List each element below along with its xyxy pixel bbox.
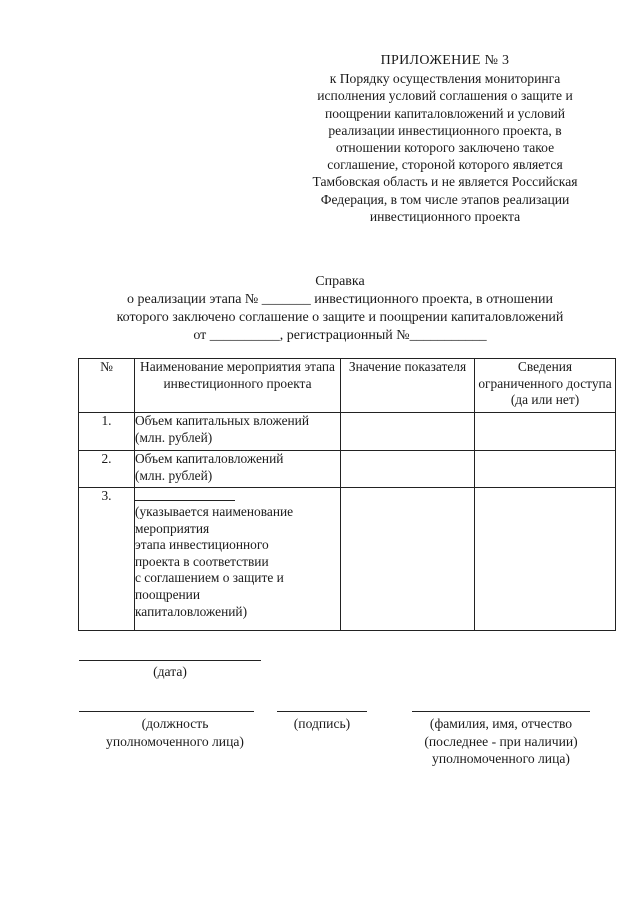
certificate-title: Справка — [315, 274, 365, 289]
date-caption — [100, 663, 240, 681]
signature-caption — [270, 715, 374, 733]
header-measure-name: Наименование мероприятия этапа инвестиционного проекта — [135, 359, 341, 413]
table-row — [79, 451, 616, 488]
measure-name-line: мероприятия — [135, 520, 210, 536]
annex-title: ПРИЛОЖЕНИЕ № 3 — [380, 53, 510, 68]
table-row — [79, 488, 616, 631]
table-row — [79, 413, 616, 451]
annex-line: соглашение, стороной которого является — [327, 157, 563, 173]
row-restricted-access-cell[interactable] — [475, 488, 616, 631]
full-name-label: (фамилия, имя, отчество — [429, 716, 573, 731]
annex-line: к Порядку осуществления мониторинга — [329, 71, 561, 87]
annex-line: реализации инвестиционного проекта, в — [328, 122, 562, 138]
certificate-subtitle-line: которого заключено соглашение о защите и поощрении капиталовложений — [116, 310, 564, 325]
measure-name-line: Объем капиталовложений — [135, 451, 284, 466]
annex-line: исполнения условий соглашения о защите и — [317, 88, 573, 104]
header-indicator-value: Значение показателя — [341, 359, 475, 413]
row-measure-name — [135, 413, 341, 451]
signature-label: (подпись) — [293, 716, 351, 731]
measure-name-blank[interactable] — [135, 488, 235, 501]
date-line[interactable] — [79, 660, 261, 661]
full-name-line[interactable] — [412, 711, 590, 712]
measure-name-line: (млн. рублей) — [135, 467, 213, 483]
row-measure-name — [135, 451, 341, 488]
annex-line: инвестиционного проекта — [369, 208, 521, 224]
row-indicator-value-cell[interactable] — [341, 451, 475, 488]
row-restricted-access-cell[interactable] — [475, 451, 616, 488]
signature-line[interactable] — [277, 711, 367, 712]
certificate-heading — [60, 273, 620, 345]
row-number: 3. — [79, 488, 135, 631]
annex-header — [290, 52, 600, 225]
position-line[interactable] — [79, 711, 254, 712]
position-label: (должность — [141, 716, 209, 731]
full-name-label: (последнее - при наличии) — [424, 733, 578, 749]
position-label: уполномоченного лица) — [106, 733, 244, 749]
full-name-label: уполномоченного лица) — [432, 751, 570, 766]
annex-line: Тамбовская область и не является Российская — [312, 174, 578, 190]
certificate-subtitle-line: о реализации этапа № _______ инвестиционного проекта, в отношении — [126, 292, 554, 307]
measure-name-line: капиталовложений) — [135, 603, 248, 619]
measure-name-line: проекта в соответствии — [135, 553, 269, 569]
row-number: 2. — [79, 451, 135, 488]
table-header-row — [79, 359, 616, 413]
measure-name-line: Объем капитальных вложений — [135, 413, 310, 428]
row-number: 1. — [79, 413, 135, 451]
measures-table — [78, 358, 616, 631]
measure-name-line: (указывается наименование — [135, 504, 294, 519]
measure-name-line: поощрении — [135, 586, 201, 602]
header-number: № — [79, 359, 135, 413]
measure-name-line: (млн. рублей) — [135, 429, 213, 445]
annex-line: Федерация, в том числе этапов реализации — [320, 191, 570, 207]
annex-line: поощрении капиталовложений и условий — [324, 105, 566, 121]
measure-name-line: с соглашением о защите и — [135, 570, 284, 586]
certificate-subtitle-line: от __________, регистрационный №___________ — [193, 328, 487, 343]
measure-name-line: этапа инвестиционного — [135, 537, 269, 553]
annex-line: отношении которого заключено такое — [335, 140, 555, 156]
row-indicator-value-cell[interactable] — [341, 413, 475, 451]
full-name-caption — [405, 715, 597, 768]
header-restricted-access: Сведения ограниченного доступа (да или нет) — [475, 359, 616, 413]
row-indicator-value-cell[interactable] — [341, 488, 475, 631]
position-caption — [75, 715, 275, 750]
row-restricted-access-cell[interactable] — [475, 413, 616, 451]
row-measure-name — [135, 488, 341, 631]
date-label: (дата) — [153, 664, 187, 679]
